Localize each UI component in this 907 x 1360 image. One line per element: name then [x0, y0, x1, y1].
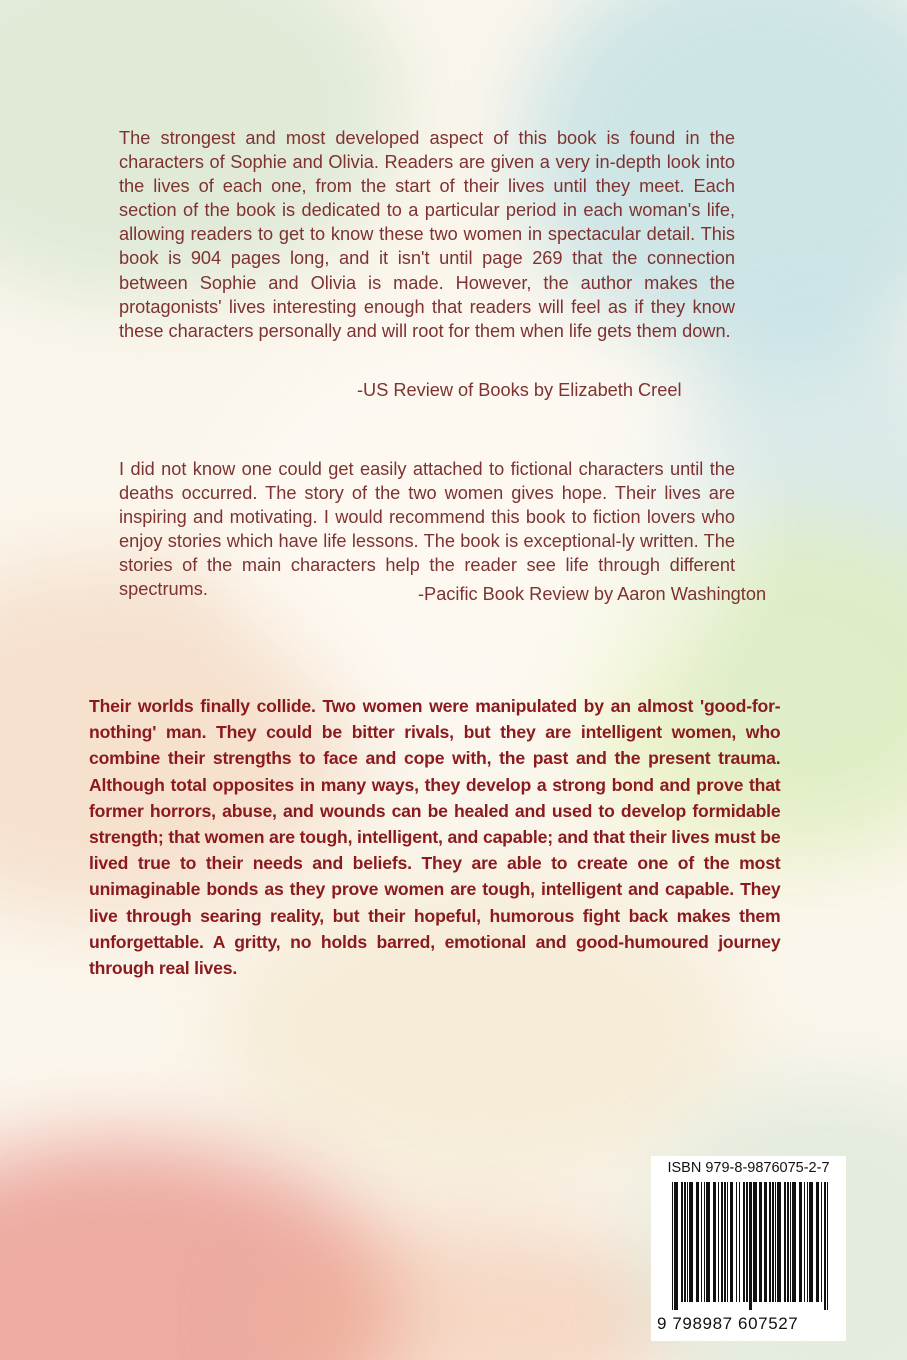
isbn-label: ISBN 979-8-9876075-2-7: [667, 1160, 830, 1176]
barcode-icon: [672, 1182, 828, 1310]
review-pacific-book-review-text: I did not know one could get easily attached to fictional characters until the deaths occurred. The story of the two women gives hope. Their lives are inspiring and motivating. I would recommend this book to fiction lovers who enjoy stories which have life lessons. The book is exceptional-ly written. The stories of the main characters help the reader see life through different spectrums.: [119, 459, 735, 600]
isbn-barcode-block: [651, 1156, 846, 1341]
review-us-review-of-books-credit: -US Review of Books by Elizabeth Creel: [357, 380, 682, 400]
book-blurb: Their worlds finally collide. Two women were manipulated by an almost 'good-for-nothing' man. They could be bitter rivals, but they are intelligent women, who combine their strengths to face and cope with, the past and the present trauma. Although total opposites in many ways, they develop a strong bond and prove that former horrors, abuse, and wounds can be healed and used to develop formidable strength; that women are tough, intelligent, and capable; and that their lives must be lived true to their needs and beliefs. They are able to create one of the most unimaginable bonds as they prove women are tough, intelligent and capable. They live through searing reality, but their hopeful, humorous fight back makes them unforgettable. A gritty, no holds barred, emotional and good-humoured journey through real lives.: [89, 696, 781, 979]
review-us-review-of-books-text: The strongest and most developed aspect of this book is found in the characters of Sophie and Olivia. Readers are given a very in-depth look into the lives of each one, from the start of their lives until they meet. Each section of the book is dedicated to a particular period in each woman's life, allowing readers to get to know these two women in spectacular detail. This book is 904 pages long, and it isn't until page 269 that the connection between Sophie and Olivia is made. However, the author makes the protagonists' lives interesting enough that readers will feel as if they know these characters personally and will root for them when life gets them down.: [119, 128, 735, 341]
barcode-digits: 9 798987 607527: [657, 1314, 799, 1333]
review-pacific-book-review-credit: -Pacific Book Review by Aaron Washington: [418, 584, 767, 604]
